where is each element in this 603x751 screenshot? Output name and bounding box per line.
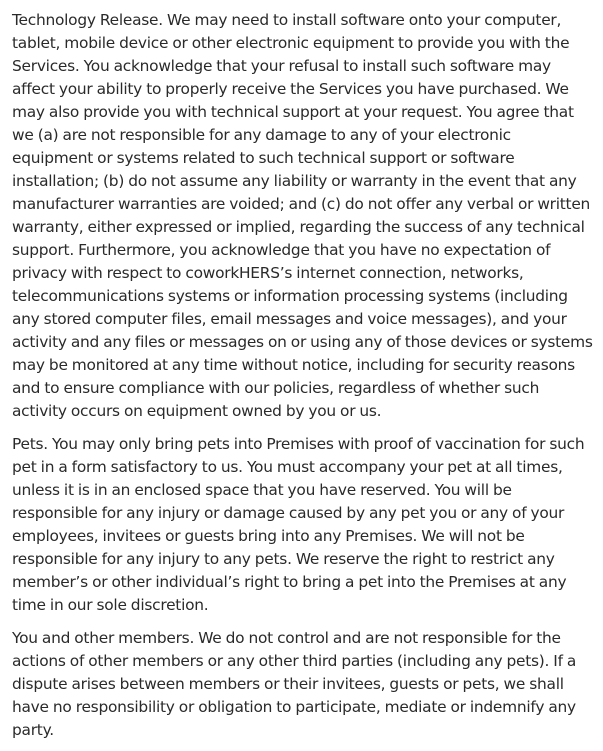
section-other-members: You and other members. We do not control and are not responsible for the actions of other members or any other third parties (including any pets). If a dispute arises between members or their invitees, guests or pets, we shall have no responsibility or obligation to participate, mediate or indemnify any party. bbox=[12, 629, 577, 739]
section-pets: Pets. You may only bring pets into Premises with proof of vaccination for such pet in a form satisfactory to us. You must accompany your pet at all times, unless it is in an enclosed space that you have reserved. You will be responsible for any injury or damage caused by any pet you or any of your employees, invitees or guests bring into any Premises. We will not be responsible for any injury to any pets. We reserve the right to restrict any member’s or other individual’s right to bring a pet into the Premises at any time in our sole discretion. bbox=[12, 435, 585, 614]
terms-document bbox=[12, 9, 594, 742]
section-technology-release: Technology Release. We may need to install software onto your computer, tablet, mobile device or other electronic equipment to provide you with the Services. You acknowledge that your refusal to install such software may affect your ability to properly receive the Services you have purchased. We may also provide you with technical support at your request. You agree that we (a) are not responsible for any damage to any of your electronic equipment or systems related to such technical support or software installation; (b) do not assume any liability or warranty in the event that any manufacturer warranties are voided; and (c) do not offer any verbal or written warranty, either expressed or implied, regarding the success of any technical support. Furthermore, you acknowledge that you have no expectation of privacy with respect to coworkHERS’s internet connection, networks, telecommunications systems or information processing systems (including any stored computer files, email messages and voice messages), and your activity and any files or messages on or using any of those devices or systems may be monitored at any time without notice, including for security reasons and to ensure compliance with our policies, regardless of whether such activity occurs on equipment owned by you or us. bbox=[12, 11, 593, 420]
